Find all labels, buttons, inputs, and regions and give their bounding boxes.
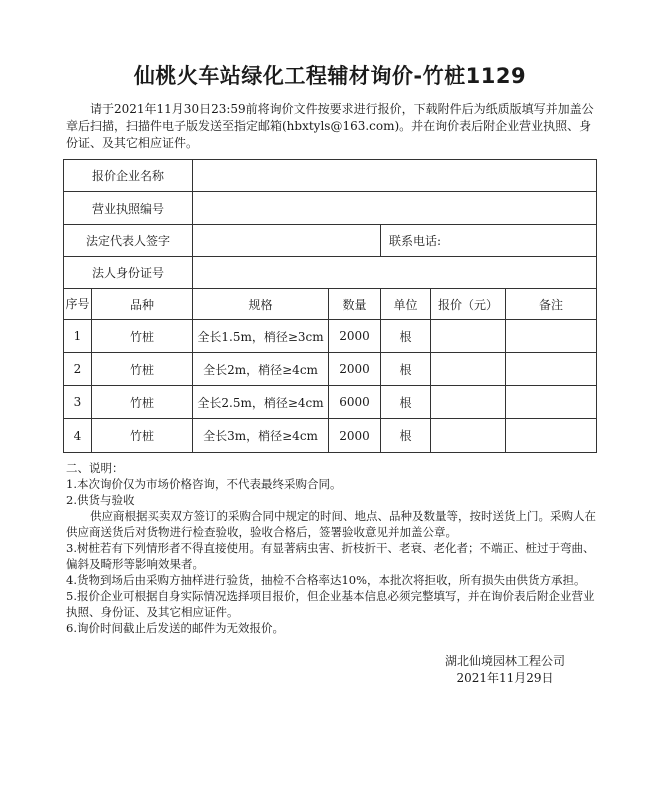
license-label: 营业执照编号: [64, 192, 193, 225]
header-seq: 序号: [64, 289, 92, 320]
header-spec: 规格: [193, 289, 329, 320]
row-spec: 全长1.5m，梢径≥3cm: [193, 320, 329, 353]
row-price-field[interactable]: [431, 353, 506, 386]
intro-paragraph: 请于2021年11月30日23:59前将询价文件按要求进行报价，下载附件后为纸质版填写并加盖公章后扫描，扫描件电子版发送至指定邮箱(hbxtyls@163.com)。并在询价表后附企业营业执照、身份证、及其它相应证件。: [66, 102, 594, 150]
note-3: 3.树桩若有下列情形者不得直接使用。有显著病虫害、折枝折干、老衰、老化者；不端正、桩过于弯曲、偏斜及畸形等影响效果者。: [66, 541, 595, 571]
header-remark: 备注: [506, 289, 597, 320]
license-row: [64, 192, 597, 225]
table-row: [64, 320, 597, 353]
row-qty: 2000: [329, 320, 381, 353]
row-qty: 6000: [329, 386, 381, 419]
row-price-field[interactable]: [431, 419, 506, 453]
company-field[interactable]: [193, 160, 597, 192]
row-price-field[interactable]: [431, 320, 506, 353]
row-variety: 竹桩: [92, 320, 193, 353]
row-seq: 2: [64, 353, 92, 386]
row-seq: 3: [64, 386, 92, 419]
row-remark-field[interactable]: [506, 419, 597, 453]
company-row: [64, 160, 597, 192]
header-variety: 品种: [92, 289, 193, 320]
row-qty: 2000: [329, 353, 381, 386]
row-variety: 竹桩: [92, 353, 193, 386]
header-qty: 数量: [329, 289, 381, 320]
note-2-body: 供应商根据买卖双方签订的采购合同中规定的时间、地点、品种及数量等，按时送货上门。采购人在供应商送货后对货物进行检查验收，验收合格后，签署验收意见并加盖公章。: [66, 509, 596, 539]
row-unit: 根: [381, 320, 431, 353]
header-unit: 单位: [381, 289, 431, 320]
row-price-field[interactable]: [431, 386, 506, 419]
row-variety: 竹桩: [92, 386, 193, 419]
legal-rep-signature-field[interactable]: [193, 225, 381, 257]
note-6: 6.询价时间截止后发送的邮件为无效报价。: [66, 621, 284, 635]
phone-label[interactable]: 联系电话:: [381, 225, 597, 257]
note-4: 4.货物到场后由采购方抽样进行验货，抽检不合格率达10%，本批次将拒收，所有损失由供货方承担。: [66, 573, 586, 587]
id-row: [64, 257, 597, 289]
row-spec: 全长2.5m，梢径≥4cm: [193, 386, 329, 419]
row-variety: 竹桩: [92, 419, 193, 453]
legal-rep-label: 法定代表人签字: [64, 225, 193, 257]
row-unit: 根: [381, 419, 431, 453]
row-seq: 1: [64, 320, 92, 353]
table-header-row: [64, 289, 597, 320]
note-5: 5.报价企业可根据自身实际情况选择项目报价，但企业基本信息必须完整填写，并在询价表后附企业营业执照、身份证、及其它相应证件。: [66, 589, 595, 619]
row-qty: 2000: [329, 419, 381, 453]
id-label: 法人身份证号: [64, 257, 193, 289]
note-1: 1.本次询价仅为市场价格咨询，不代表最终采购合同。: [66, 477, 342, 491]
row-remark-field[interactable]: [506, 320, 597, 353]
table-row: [64, 386, 597, 419]
page-title: 仙桃火车站绿化工程辅材询价-竹桩1129: [133, 64, 527, 88]
id-field[interactable]: [193, 257, 597, 289]
note-2: 2.供货与验收: [66, 493, 135, 507]
header-price: 报价（元）: [431, 289, 506, 320]
row-spec: 全长3m，梢径≥4cm: [193, 419, 329, 453]
row-unit: 根: [381, 353, 431, 386]
table-row: [64, 419, 597, 453]
notes-section: [66, 460, 599, 636]
row-unit: 根: [381, 386, 431, 419]
row-remark-field[interactable]: [506, 386, 597, 419]
row-remark-field[interactable]: [506, 353, 597, 386]
row-spec: 全长2m，梢径≥4cm: [193, 353, 329, 386]
license-field[interactable]: [193, 192, 597, 225]
notes-heading: 二、说明：: [66, 461, 124, 475]
quotation-table: [63, 159, 597, 453]
signature-company: 湖北仙境园林工程公司: [444, 654, 565, 668]
signature-date: 2021年11月29日: [456, 671, 554, 685]
table-row: [64, 353, 597, 386]
legal-rep-row: [64, 225, 597, 257]
company-label: 报价企业名称: [64, 160, 193, 192]
row-seq: 4: [64, 419, 92, 453]
